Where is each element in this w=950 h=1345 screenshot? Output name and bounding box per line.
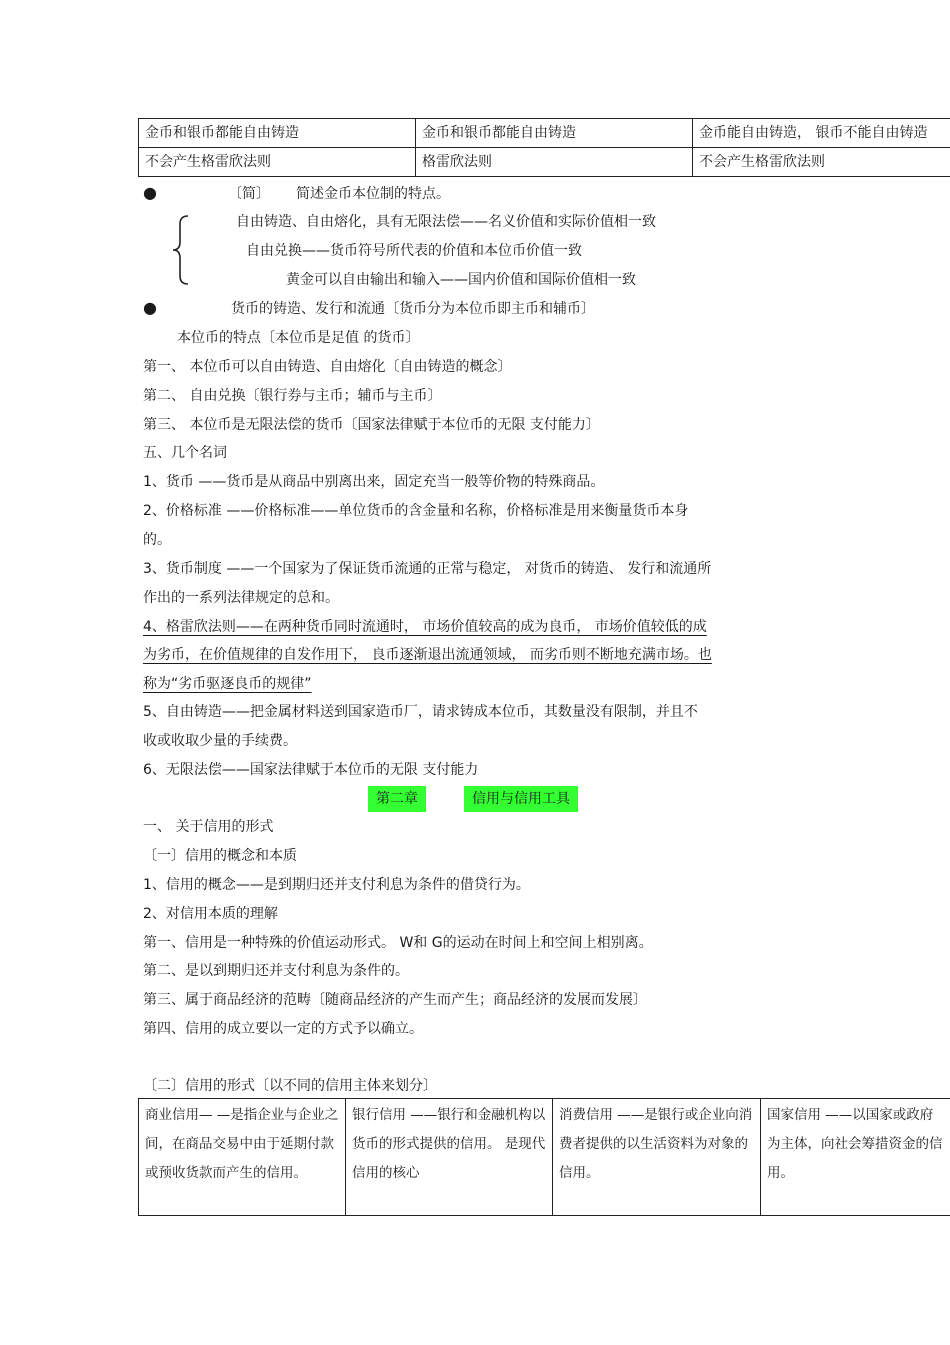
text-line: 1、信用的概念——是到期归还并支付利息为条件的借贷行为。 <box>143 877 530 893</box>
subsection-heading: 〔二〕信用的形式〔以不同的信用主体来划分〕 <box>143 1078 437 1094</box>
text-line: 第四、信用的成立要以一定的方式予以确立。 <box>143 1021 423 1037</box>
text-line: 2、价格标准 ——价格标准——单位货币的含金量和名称，价格标准是用来衡量货币本身 <box>143 503 689 519</box>
table-cell: 金币和银币都能自由铸造 <box>416 119 693 148</box>
bullet-tag: 〔简〕 <box>228 186 270 202</box>
table-row <box>139 119 950 148</box>
brace-item: 黄金可以自由输出和输入——国内价值和国际价值相一致 <box>286 272 636 288</box>
underlined-line: 称为“劣币驱逐良币的规律” <box>143 676 312 692</box>
text-line: 第二、是以到期归还并支付利息为条件的。 <box>143 963 409 979</box>
subsection-heading: 〔一〕信用的概念和本质 <box>143 848 297 864</box>
text-line: 3、货币制度 ——一个国家为了保证货币流通的正常与稳定， 对货币的铸造、 发行和流通所 <box>143 561 712 577</box>
table-cell: 消费信用 ——是银行或企业向消费者提供的以生活资料为对象的信用。 <box>553 1099 761 1216</box>
table-cell: 不会产生格雷欣法则 <box>139 148 416 177</box>
text-line: 收或收取少量的手续费。 <box>143 733 297 749</box>
chapter-number: 第二章 <box>368 786 426 812</box>
text-line: 6、无限法偿——国家法律赋于本位币的无限 支付能力 <box>143 762 479 778</box>
chapter-title: 信用与信用工具 <box>464 786 578 812</box>
table-cell: 银行信用 ——银行和金融机构以货币的形式提供的信用。 是现代信用的核心 <box>346 1099 553 1216</box>
table-row <box>139 148 950 177</box>
table-cell: 国家信用 ——以国家或政府为主体，向社会筹措资金的信用。 <box>761 1099 950 1216</box>
table-row <box>139 1099 950 1216</box>
text-line: 5、自由铸造——把金属材料送到国家造币厂，请求铸成本位币，其数量没有限制，并且不 <box>143 704 698 720</box>
credit-forms-table <box>138 1098 950 1216</box>
text-line: 第三、属于商品经济的范畴〔随商品经济的产生而产生；商品经济的发展而发展〕 <box>143 992 647 1008</box>
section-heading: 一、 关于信用的形式 <box>143 819 274 835</box>
underlined-line: 4、格雷欣法则——在两种货币同时流通时， 市场价值较高的成为良币， 市场价值较低的成 <box>143 619 707 635</box>
brace-item: 自由铸造、自由熔化，具有无限法偿——名义价值和实际价值相一致 <box>236 214 656 230</box>
text-line: 本位币的特点〔本位币是足值 的货币〕 <box>177 330 420 346</box>
bullet-text: 简述金币本位制的特点。 <box>296 186 450 202</box>
table-cell: 金币能自由铸造， 银币不能自由铸造 <box>693 119 950 148</box>
curly-brace-icon <box>170 214 192 286</box>
comparison-table <box>138 118 950 177</box>
brace-item: 自由兑换——货币符号所代表的价值和本位币价值一致 <box>246 243 582 259</box>
table-cell: 不会产生格雷欣法则 <box>693 148 950 177</box>
text-line: 作出的一系列法律规定的总和。 <box>143 590 339 606</box>
text-line: 第一、信用是一种特殊的价值运动形式。 W和 G的运动在时间上和空间上相别离。 <box>143 935 653 951</box>
text-line: 的。 <box>143 532 171 548</box>
table-cell: 格雷欣法则 <box>416 148 693 177</box>
underlined-line: 为劣币，在价值规律的自发作用下， 良币逐渐退出流通领域， 而劣币则不断地充满市场。也 <box>143 647 712 663</box>
text-line: 第二、 自由兑换〔银行券与主币；辅币与主币〕 <box>143 388 442 404</box>
text-line: 第三、 本位币是无限法偿的货币〔国家法律赋于本位币的无限 支付能力〕 <box>143 417 600 433</box>
section-heading: 五、几个名词 <box>143 445 227 461</box>
text-line: 2、对信用本质的理解 <box>143 906 278 922</box>
table-cell: 金币和银币都能自由铸造 <box>139 119 416 148</box>
text-line: 1、货币 ——货币是从商品中别离出来，固定充当一般等价物的特殊商品。 <box>143 474 605 490</box>
bullet-text: 货币的铸造、发行和流通〔货币分为本位币即主币和辅币〕 <box>231 301 595 317</box>
table-cell: 商业信用— —是指企业与企业之间，在商品交易中由于延期付款或预收货款而产生的信用。 <box>139 1099 346 1216</box>
text-line: 第一、 本位币可以自由铸造、自由熔化〔自由铸造的概念〕 <box>143 359 512 375</box>
bullet-icon: ● <box>143 298 157 317</box>
bullet-icon: ● <box>143 183 157 202</box>
